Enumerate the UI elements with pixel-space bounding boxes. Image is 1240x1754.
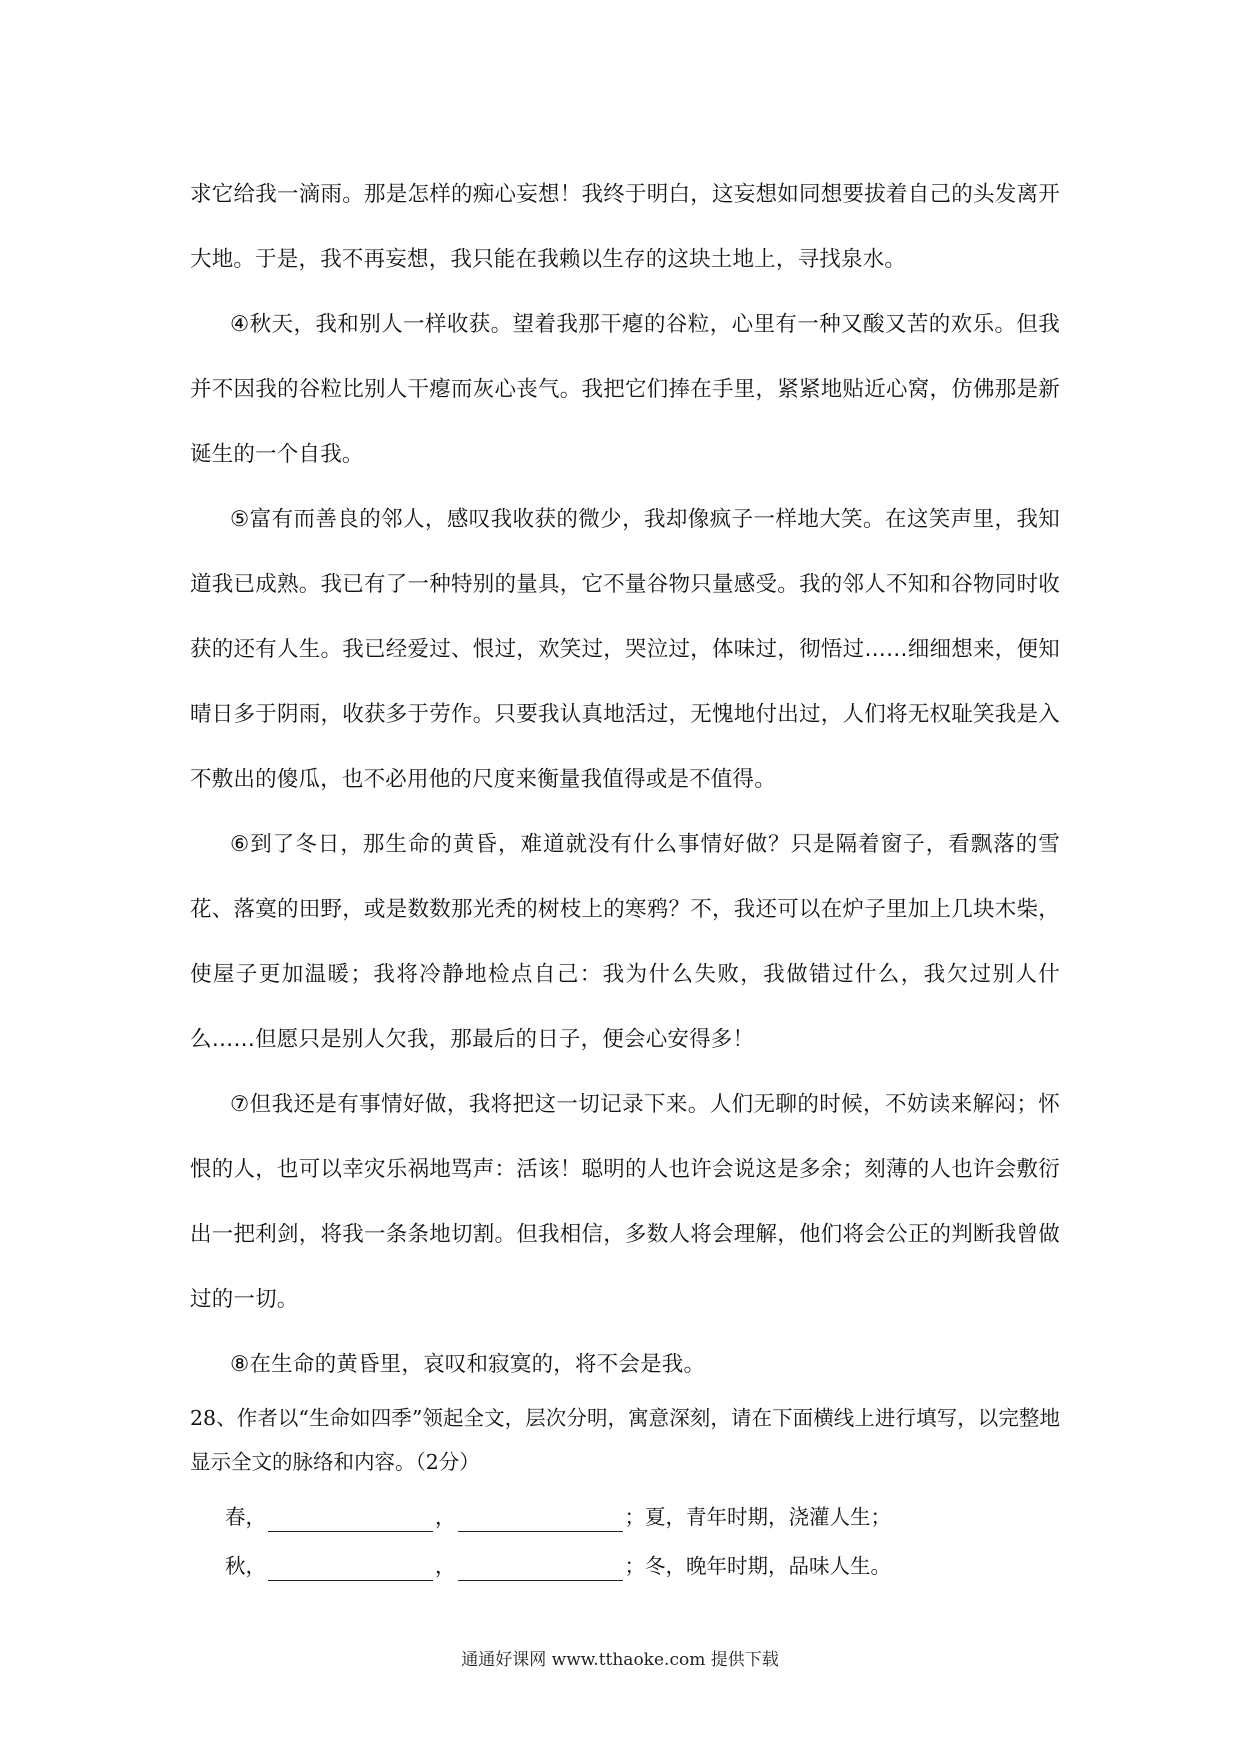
answer-row-2-tail: ；冬，晚年时期，品味人生。 <box>624 1554 891 1578</box>
answer-row-2-sep: ， <box>435 1554 456 1578</box>
answer-blank-spring-1[interactable] <box>268 1509 433 1532</box>
answer-row-spring-summer <box>225 1502 891 1532</box>
answer-blank-autumn-1[interactable] <box>268 1558 433 1581</box>
answer-row-1-tail: ；夏，青年时期，浇灌人生； <box>624 1505 891 1529</box>
answer-row-1-sep: ， <box>435 1505 456 1529</box>
essay-body <box>190 162 1060 1397</box>
question-28-prompt: 28、作者以“生命如四季”领起全文，层次分明，寓意深刻，请在下面横线上进行填写，以完整地显示全文的脉络和内容。（2分） <box>190 1406 1060 1474</box>
question-28 <box>190 1396 1060 1484</box>
answer-row-1-lead: 春， <box>225 1505 266 1529</box>
essay-paragraph-conclusion: ⑧在生命的黄昏里，哀叹和寂寞的，将不会是我。 <box>230 1352 706 1377</box>
essay-paragraph-neighbor: ⑤富有而善良的邻人，感叹我收获的微少，我却像疯子一样地大笑。在这笑声里，我知道我已成熟。我已有了一种特别的量具，它不量谷物只量感受。我的邻人不知和谷物同时收获的还有人生。我已经爱过、恨过，欢笑过，哭泣过，体味过，彻悟过……细细想来，便知晴日多于阴雨，收获多于劳作。只要我认真地活过，无愧地付出过，人们将无权耻笑我是入不敷出的傻瓜，也不必用他的尺度来衡量我值得或是不值得。 <box>190 507 1060 792</box>
essay-paragraph-record: ⑦但我还是有事情好做，我将把这一切记录下来。人们无聊的时候，不妨读来解闷；怀恨的人，也可以幸灾乐祸地骂声：活该！聪明的人也许会说这是多余；刻薄的人也许会敷衍出一把利剑，将我一条条地切割。但我相信，多数人将会理解，他们将会公正的判断我曾做过的一切。 <box>190 1092 1060 1312</box>
essay-paragraph-autumn: ④秋天，我和别人一样收获。望着我那干瘪的谷粒，心里有一种又酸又苦的欢乐。但我并不因我的谷粒比别人干瘪而灰心丧气。我把它们捧在手里，紧紧地贴近心窝，仿佛那是新诞生的一个自我。 <box>190 312 1060 467</box>
essay-paragraph-1: 求它给我一滴雨。那是怎样的痴心妄想！我终于明白，这妄想如同想要拔着自己的头发离开大地。于是，我不再妄想，我只能在我赖以生存的这块土地上，寻找泉水。 <box>190 182 1060 272</box>
answer-row-2-lead: 秋， <box>225 1554 266 1578</box>
answer-blank-spring-2[interactable] <box>458 1509 623 1532</box>
answer-blank-autumn-2[interactable] <box>458 1558 623 1581</box>
page-footer: 通通好课网 www.tthaoke.com 提供下载 <box>461 1650 779 1670</box>
answer-row-autumn-winter <box>225 1551 891 1581</box>
essay-paragraph-winter: ⑥到了冬日，那生命的黄昏，难道就没有什么事情好做？只是隔着窗子，看飘落的雪花、落寞的田野，或是数数那光秃的树枝上的寒鸦？不，我还可以在炉子里加上几块木柴，使屋子更加温暖；我将冷静地检点自己：我为什么失败，我做错过什么，我欠过别人什么……但愿只是别人欠我，那最后的日子，便会心安得多！ <box>190 832 1060 1052</box>
